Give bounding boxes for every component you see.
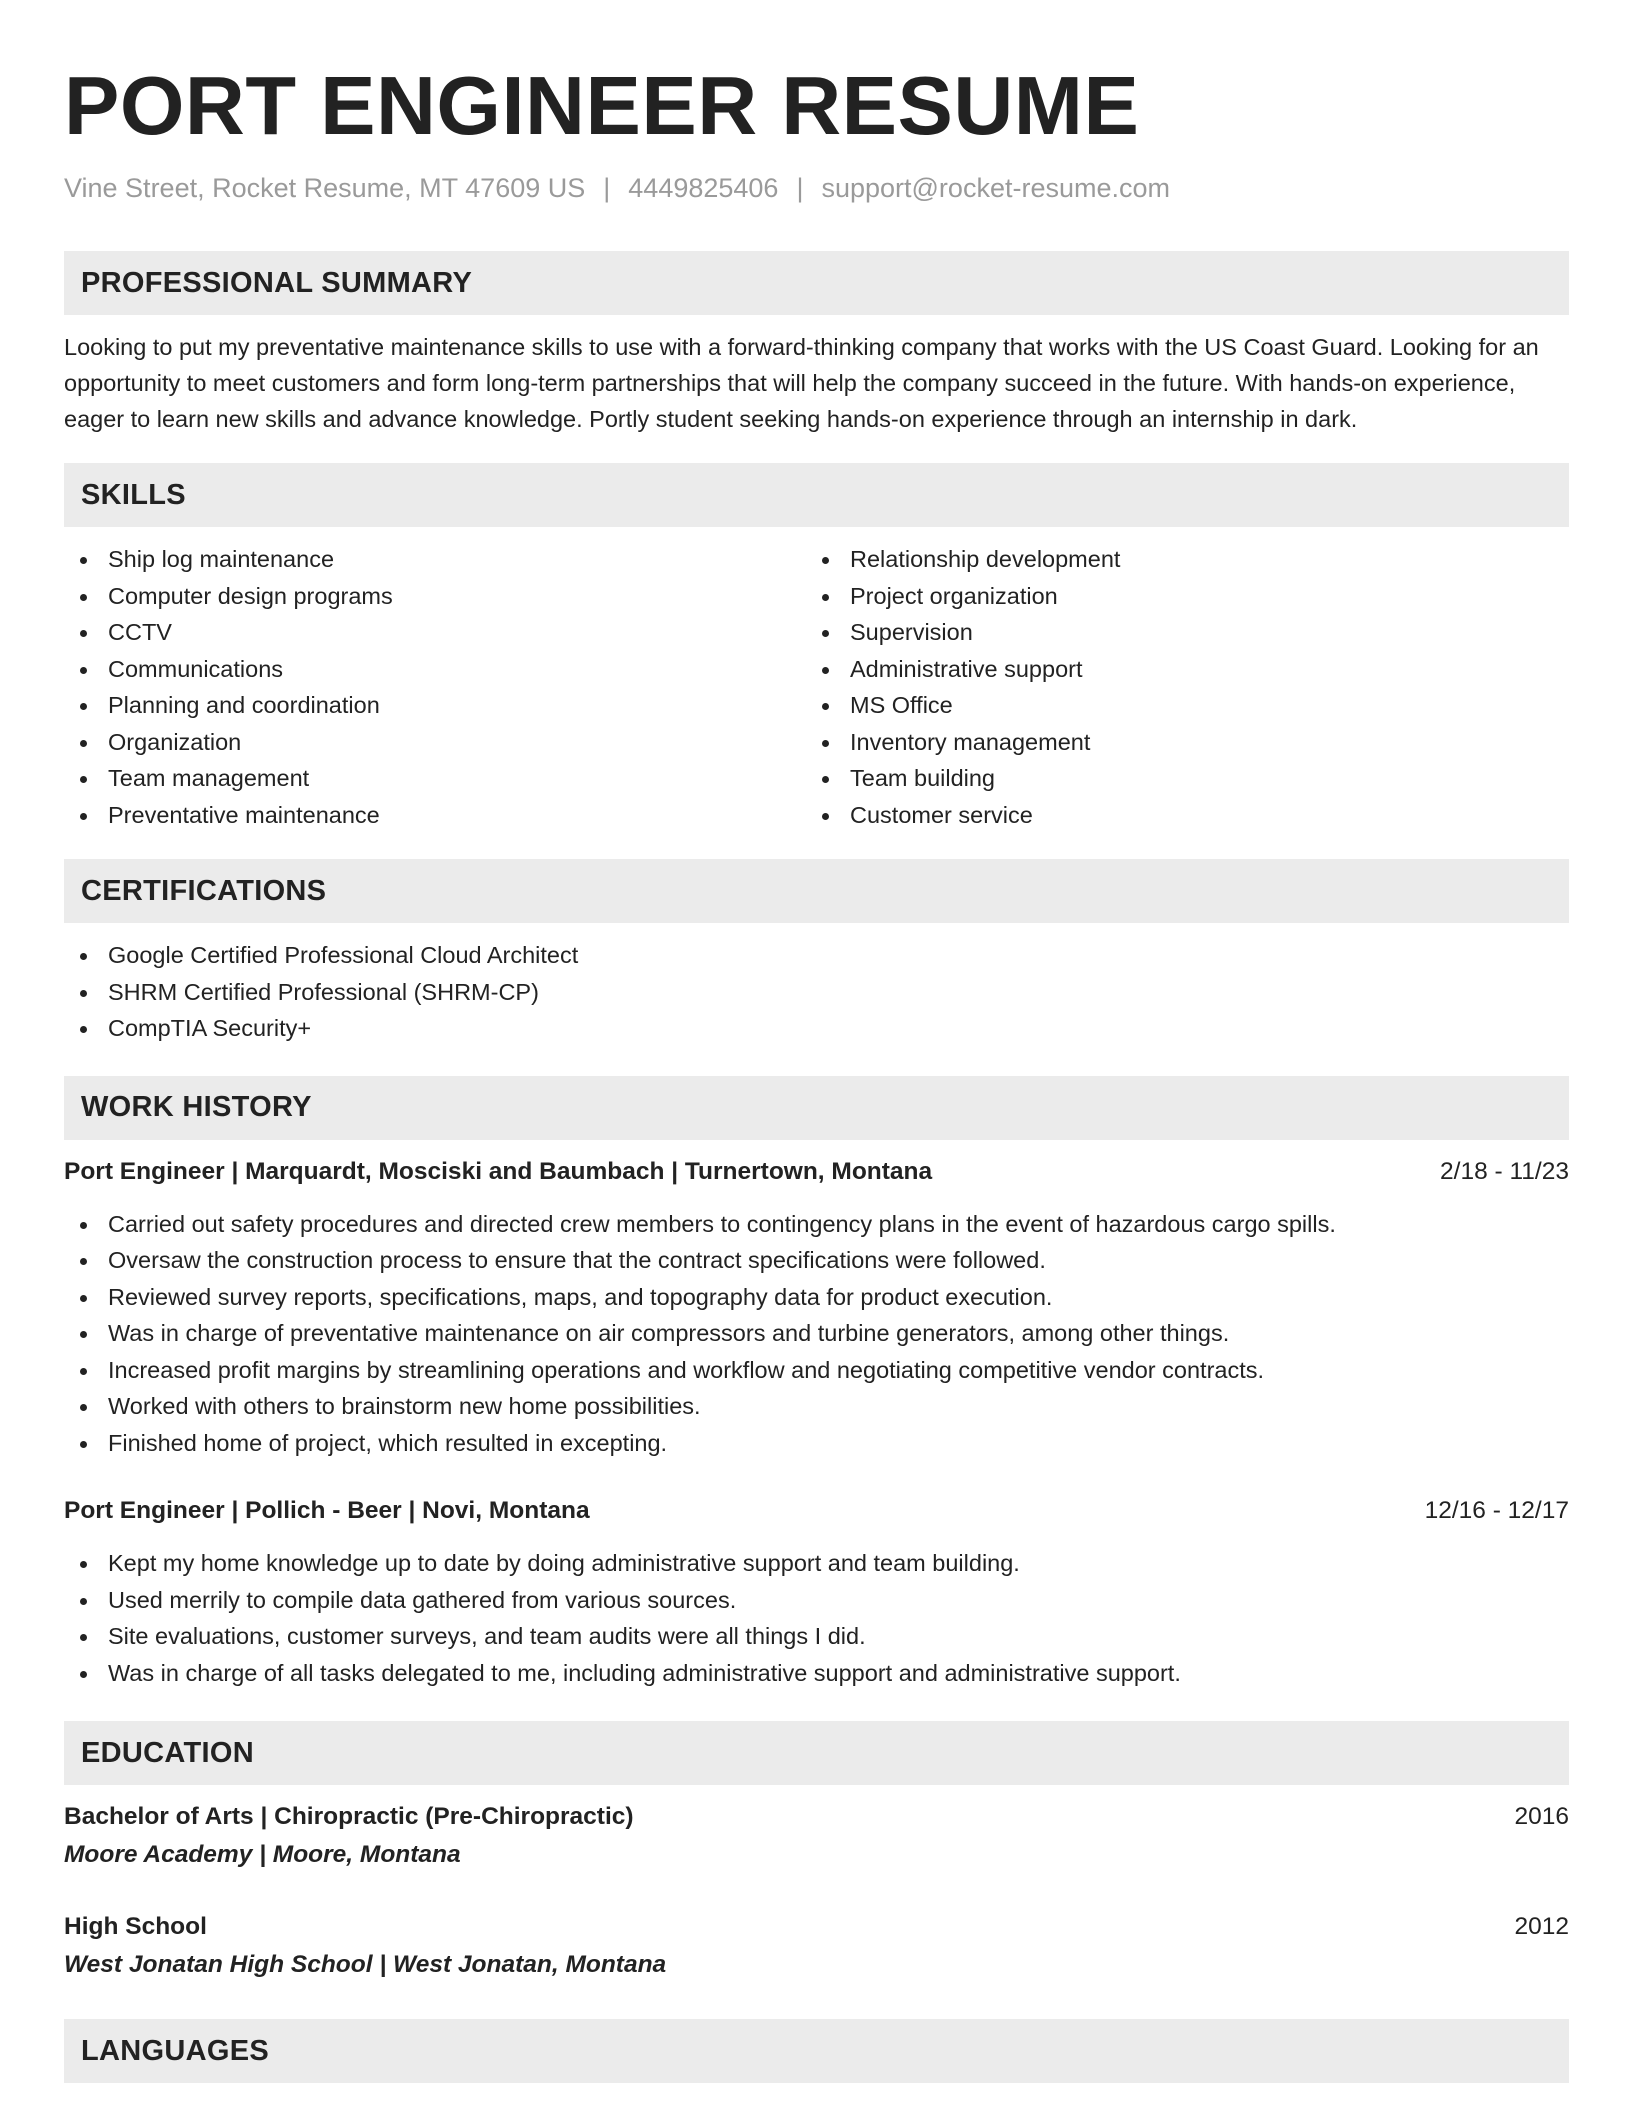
section-header-skills: SKILLS	[64, 463, 1569, 527]
certification-item: SHRM Certified Professional (SHRM-CP)	[64, 974, 1569, 1011]
job-bullet: Reviewed survey reports, specifications, maps, and topography data for product execution.	[64, 1279, 1569, 1316]
job-bullet: Oversaw the construction process to ensure that the contract specifications were followed.	[64, 1242, 1569, 1279]
certification-item: CompTIA Security+	[64, 1010, 1569, 1047]
skill-item: Preventative maintenance	[64, 797, 806, 834]
job-bullet: Site evaluations, customer surveys, and team audits were all things I did.	[64, 1618, 1569, 1655]
job-bullets	[64, 1545, 1569, 1691]
job-header	[64, 1493, 1569, 1529]
skill-item: Customer service	[806, 797, 1548, 834]
skill-item: Administrative support	[806, 651, 1548, 688]
education-school: Moore Academy | Moore, Montana	[64, 1841, 461, 1868]
section-header-work-history: WORK HISTORY	[64, 1076, 1569, 1140]
skill-item: CCTV	[64, 614, 806, 651]
education-degree: Bachelor of Arts | Chiropractic (Pre-Chiropractic)	[64, 1803, 634, 1830]
summary-text: Looking to put my preventative maintenance skills to use with a forward-thinking company that works with the US Coast Guard. Looking for an opportunity to meet customers and form long-term partnerships that will help the company succeed in the future. With hands-on experience, eager to learn new skills and advance knowledge. Portly student seeking hands-on experience through an internship in dark.	[64, 334, 1539, 432]
section-header-education: EDUCATION	[64, 1721, 1569, 1785]
skill-item: Computer design programs	[64, 578, 806, 615]
section-header-summary: PROFESSIONAL SUMMARY	[64, 251, 1569, 315]
skill-item: Project organization	[806, 578, 1548, 615]
skills-grid	[64, 541, 1569, 833]
job-dates: 2/18 - 11/23	[1440, 1157, 1569, 1185]
resume-title: PORT ENGINEER RESUME	[64, 59, 1140, 152]
resume-page	[64, 0, 1569, 2083]
job-bullet: Increased profit margins by streamlining operations and workflow and negotiating competitive vendor contracts.	[64, 1352, 1569, 1389]
skill-item: Planning and coordination	[64, 687, 806, 724]
skill-item: Organization	[64, 724, 806, 761]
education-entry	[64, 1909, 1569, 1983]
job-entry	[64, 1493, 1569, 1691]
skill-item: Team building	[806, 760, 1548, 797]
address: Vine Street, Rocket Resume, MT 47609 US	[64, 173, 586, 203]
contact-line	[64, 170, 1569, 206]
job-bullet: Was in charge of preventative maintenance on air compressors and turbine generators, among other things.	[64, 1315, 1569, 1352]
job-bullet: Carried out safety procedures and directed crew members to contingency plans in the event of hazardous cargo spills.	[64, 1206, 1569, 1243]
skill-item: Supervision	[806, 614, 1548, 651]
skill-item: Team management	[64, 760, 806, 797]
job-bullet: Was in charge of all tasks delegated to me, including administrative support and administrative support.	[64, 1655, 1569, 1692]
skill-item: Inventory management	[806, 724, 1548, 761]
education-year: 2016	[1514, 1803, 1569, 1830]
education-degree: High School	[64, 1913, 207, 1940]
skill-item: Ship log maintenance	[64, 541, 806, 578]
education-header	[64, 1799, 1569, 1835]
contact-separator: |	[603, 173, 611, 203]
skills-column-right	[806, 541, 1548, 833]
skills-column-left	[64, 541, 806, 833]
job-title: Port Engineer | Pollich - Beer | Novi, Montana	[64, 1497, 590, 1524]
education-year: 2012	[1514, 1913, 1569, 1940]
skill-item: MS Office	[806, 687, 1548, 724]
job-bullet: Kept my home knowledge up to date by doing administrative support and team building.	[64, 1545, 1569, 1582]
education-header	[64, 1909, 1569, 1945]
skill-item: Relationship development	[806, 541, 1548, 578]
job-bullet: Used merrily to compile data gathered from various sources.	[64, 1582, 1569, 1619]
job-entry	[64, 1154, 1569, 1462]
certifications-list	[64, 937, 1569, 1047]
section-header-certifications: CERTIFICATIONS	[64, 859, 1569, 923]
job-title: Port Engineer | Marquardt, Mosciski and Baumbach | Turnertown, Montana	[64, 1157, 933, 1185]
contact-separator: |	[796, 173, 804, 203]
certification-item: Google Certified Professional Cloud Architect	[64, 937, 1569, 974]
job-dates: 12/16 - 12/17	[1424, 1497, 1569, 1524]
phone: 4449825406	[628, 173, 779, 203]
email: support@rocket-resume.com	[821, 173, 1170, 203]
section-header-languages: LANGUAGES	[64, 2019, 1569, 2083]
job-bullet: Finished home of project, which resulted in excepting.	[64, 1425, 1569, 1462]
job-bullet: Worked with others to brainstorm new home possibilities.	[64, 1388, 1569, 1425]
education-school: West Jonatan High School | West Jonatan, Montana	[64, 1951, 667, 1978]
skill-item: Communications	[64, 651, 806, 688]
job-bullets	[64, 1206, 1569, 1462]
job-header	[64, 1154, 1569, 1190]
education-entry	[64, 1799, 1569, 1873]
